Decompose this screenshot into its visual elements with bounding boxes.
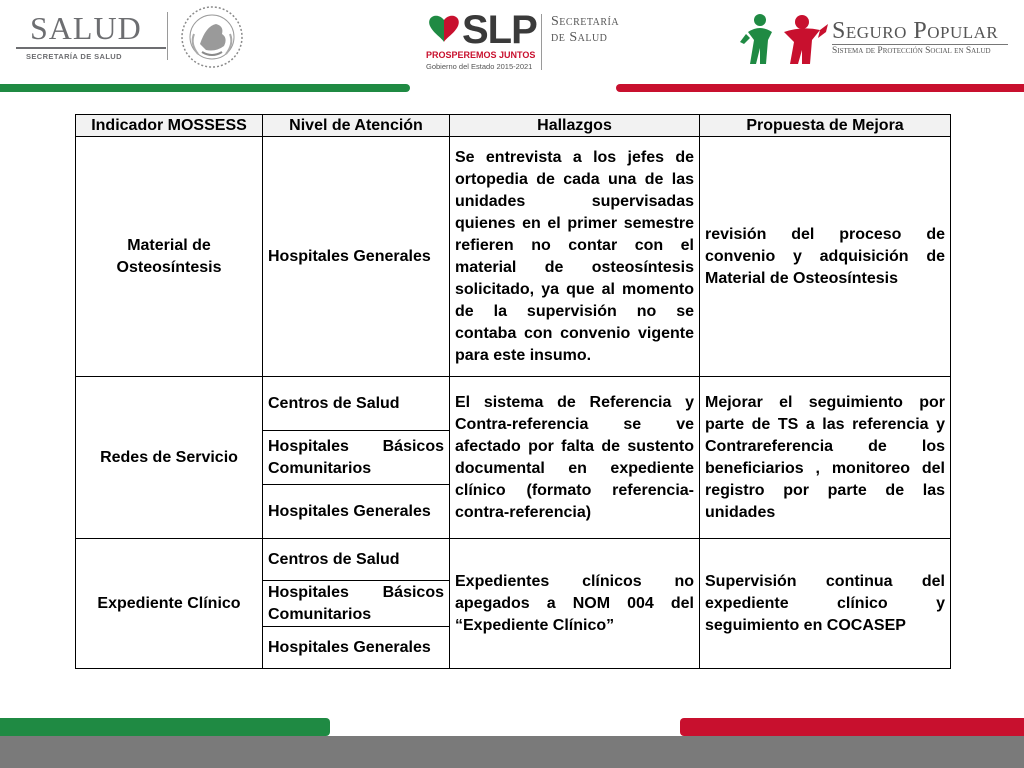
slp-heart-icon — [426, 12, 462, 48]
header-divider — [167, 12, 168, 60]
nivel-cell: Centros de Salud — [263, 377, 450, 431]
indicador-cell: Expediente Clínico — [76, 539, 263, 669]
header-red-bar — [616, 84, 1024, 92]
column-header-nivel: Nivel de Atención — [263, 115, 450, 137]
propuesta-cell: revisión del proceso de convenio y adquisición de Material de Osteosíntesis — [700, 137, 951, 377]
seguro-popular-title: Seguro Popular — [832, 18, 999, 44]
indicador-cell: Redes de Servicio — [76, 377, 263, 539]
hallazgos-cell: El sistema de Referencia y Contra-referencia se ve afectado por falta de sustento documental en expediente clínico (formato referencia-contra-referencia) — [450, 377, 700, 539]
slp-logo-acronym: SLP — [462, 8, 537, 52]
salud-logo — [16, 10, 166, 60]
indicador-cell: Material de Osteosíntesis — [76, 137, 263, 377]
slp-logo-motto: PROSPEREMOS JUNTOS — [426, 50, 536, 60]
secretaria-logo — [551, 14, 619, 46]
nivel-cell: Hospitales Básicos Comunitarios — [263, 431, 450, 485]
secretaria-line2: de Salud — [551, 30, 608, 45]
footer-red-bar — [680, 718, 1024, 736]
nivel-cell: Hospitales Generales — [263, 485, 450, 539]
column-header-indicador: Indicador MOSSESS — [76, 115, 263, 137]
slp-logo-government: Gobierno del Estado 2015-2021 — [426, 62, 533, 71]
nivel-cell: Hospitales Generales — [263, 137, 450, 377]
seguro-popular-logo — [740, 12, 1012, 68]
secretaria-line1: Secretaría — [551, 14, 620, 29]
table-row — [76, 137, 951, 377]
seguro-popular-rule — [832, 44, 1008, 45]
table-row — [76, 377, 951, 431]
seguro-popular-figures-icon — [740, 12, 828, 66]
nivel-cell: Hospitales Generales — [263, 627, 450, 669]
column-header-hallazgos: Hallazgos — [450, 115, 700, 137]
table-header-row — [76, 115, 951, 137]
hallazgos-cell: Se entrevista a los jefes de ortopedia de cada una de las unidades supervisadas quienes en el primer semestre refieren no contar con el material de osteosíntesis solicitado, ya que al momento de la supervisión no se contaba con convenio vigente para este insumo. — [450, 137, 700, 377]
footer-gray-band — [0, 736, 1024, 768]
nivel-cell: Centros de Salud — [263, 539, 450, 581]
header-divider — [541, 14, 542, 70]
footer-green-bar — [0, 718, 330, 736]
slide-header — [0, 0, 1024, 84]
salud-logo-rule — [16, 47, 166, 49]
nivel-cell: Hospitales Básicos Comunitarios — [263, 581, 450, 627]
header-green-bar — [0, 84, 410, 92]
salud-logo-subtitle: SECRETARÍA DE SALUD — [26, 52, 122, 61]
column-header-propuesta: Propuesta de Mejora — [700, 115, 951, 137]
propuesta-cell: Mejorar el seguimiento por parte de TS a las referencia y Contrareferencia de los beneficiarios , monitoreo del registro por parte de las unidades — [700, 377, 951, 539]
propuesta-cell: Supervisión continua del expediente clínico y seguimiento en COCASEP — [700, 539, 951, 669]
mexico-coat-of-arms-icon — [176, 4, 248, 70]
seguro-popular-subtitle: Sistema de Protección Social en Salud — [832, 46, 991, 56]
salud-logo-title: SALUD — [30, 10, 142, 46]
mossess-findings-table — [75, 114, 951, 669]
hallazgos-cell: Expedientes clínicos no apegados a NOM 004 del “Expediente Clínico” — [450, 539, 700, 669]
table-row — [76, 539, 951, 581]
